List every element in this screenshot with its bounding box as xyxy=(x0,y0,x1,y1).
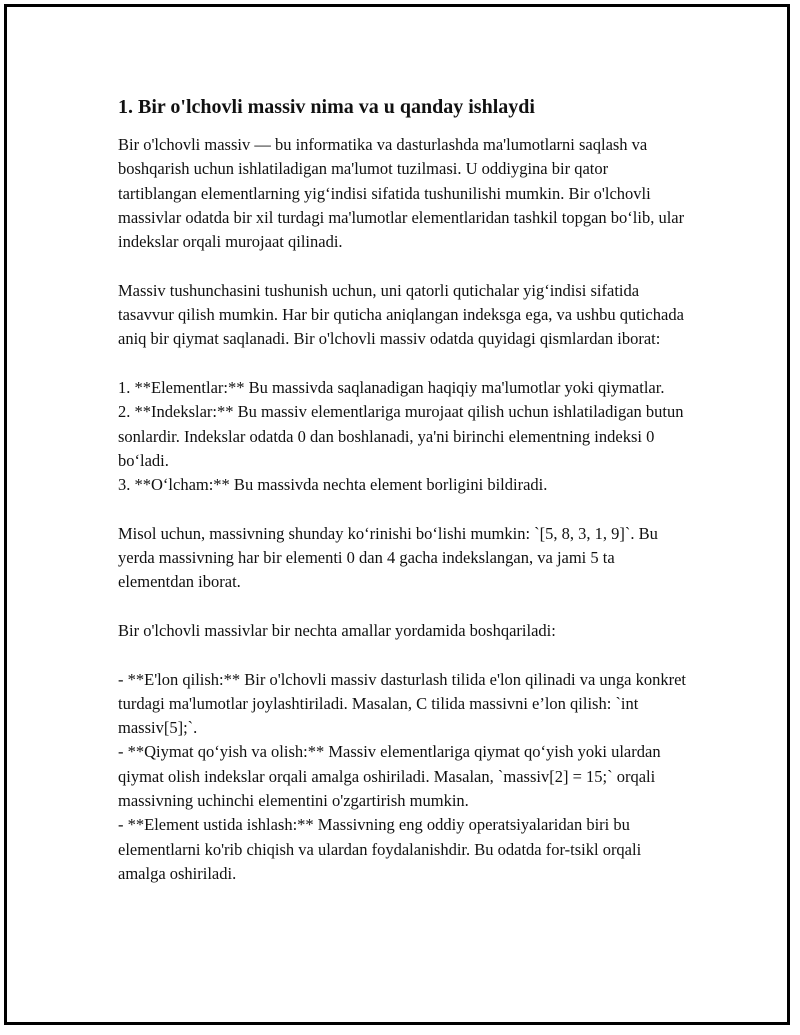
section-heading: 1. Bir o'lchovli massiv nima va u qanday ishlaydi xyxy=(118,96,535,118)
concept-paragraph: Massiv tushunchasini tushunish uchun, uni qatorli qutichalar yig‘indisi sifatida tasavvur qilish mumkin. Har bir quticha aniqlangan indeksga ega, va ushbu qutichada aniq bir qiymat saqlanadi. Bir o'lchovli massiv odatda quyidagi qismlardan iborat: xyxy=(118,280,684,349)
list-item: 2. **Indekslar:** Bu massiv elementlariga murojaat qilish uchun ishlatiladigan butun sonlardir. Indekslar odatda 0 dan boshlanadi, ya'ni birinchi elementning indeksi 0 bo‘ladi. xyxy=(118,402,684,470)
intro-paragraph: Bir o'lchovli massiv — bu informatika va dasturlashda ma'lumotlarni saqlash va boshqarish uchun ishlatiladigan ma'lumot tuzilmasi. U oddiygina bir qator tartiblangan elementlarning yig‘indisi sifatida tushunilishi mumkin. Bir o'lchovli massivlar odatda bir xil turdagi ma'lumotlar elementlaridan tashkil topgan bo‘lib, ular indekslar orqali murojaat qilinadi. xyxy=(118,135,685,252)
list-item: - **Qiymat qo‘yish va olish:** Massiv elementlariga qiymat qo‘yish yoki ulardan qiymat olish indekslar orqali amalga oshiriladi. Masalan, `massiv[2] = 15;` orqali massivning uchinchi elementini o'zgartirish mumkin. xyxy=(118,742,661,811)
bullet-list xyxy=(118,668,688,887)
example-paragraph: Misol uchun, massivning shunday ko‘rinishi bo‘lishi mumkin: `[5, 8, 3, 1, 9]`. Bu yerda massivning har bir elementi 0 dan 4 gacha indekslangan, va jami 5 ta elementdan iborat. xyxy=(118,523,658,592)
list-item: 3. **O‘lcham:** Bu massivda nechta element borligini bildiradi. xyxy=(118,475,548,495)
list-item: 1. **Elementlar:** Bu massivda saqlanadigan haqiqiy ma'lumotlar yoki qiymatlar. xyxy=(118,377,665,397)
list-item: - **Element ustida ishlash:** Massivning eng oddiy operatsiyalaridan biri bu elementlarni ko'rib chiqish va ulardan foydalanishdir. Bu odatda for-tsikl orqali amalga oshiriladi. xyxy=(118,815,642,883)
operations-intro: Bir o'lchovli massivlar bir nechta amallar yordamida boshqariladi: xyxy=(118,620,556,640)
document-body xyxy=(118,94,688,886)
list-item: - **E'lon qilish:** Bir o'lchovli massiv dasturlash tilida e'lon qilinadi va unga konkret turdagi ma'lumotlar joylashtiriladi. Masalan, C tilida massivni e’lon qilish: `int massiv[5];`. xyxy=(118,669,687,738)
numbered-list xyxy=(118,376,688,497)
